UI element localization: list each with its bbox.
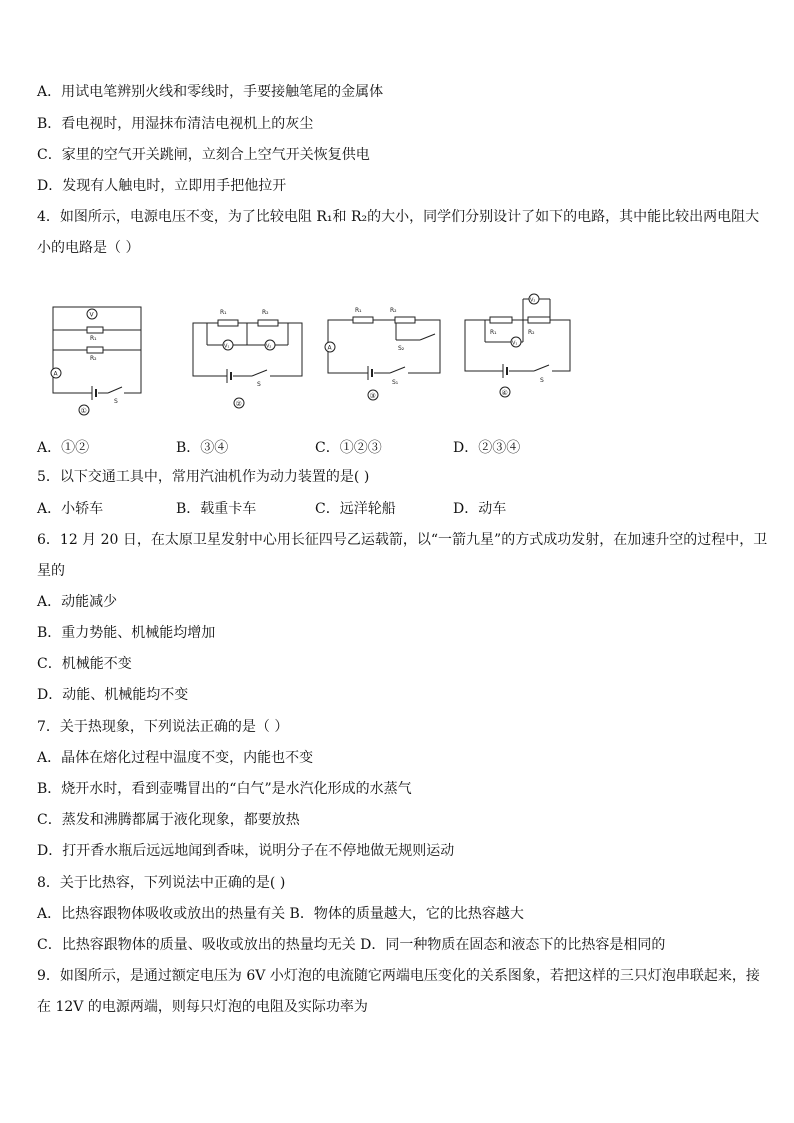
figure-number-1: ① (80, 407, 87, 415)
q6-stem-line2: 星的 (37, 563, 65, 579)
q4-option-d: D．②③④ (453, 440, 521, 456)
circuit-3 (325, 317, 440, 400)
q6-stem-line1: 6．12 月 20 日，在太原卫星发射中心用长征四号乙运载箭，以“一箭九星”的方式成功发射，在加速升空的过程中，卫 (37, 532, 768, 548)
q5-option-c: C．远洋轮船 (315, 501, 396, 517)
q4-option-b: B．③④ (176, 440, 229, 456)
q7-option-a: A．晶体在熔化过程中温度不变，内能也不变 (37, 750, 314, 766)
voltmeter-label: V (89, 311, 94, 319)
q5-options (37, 498, 737, 518)
q8-stem: 8．关于比热容，下列说法中正确的是( ) (37, 875, 286, 891)
q4-options (37, 437, 737, 457)
r2-label: R₂ (528, 329, 535, 336)
q6-option-d: D．动能、机械能均不变 (37, 687, 189, 703)
figure-number-4: ④ (501, 389, 508, 397)
q7-option-d: D．打开香水瓶后远远地闻到香味，说明分子在不停地做无规则运动 (37, 843, 455, 859)
q7-stem: 7．关于热现象，下列说法正确的是（ ） (37, 719, 289, 735)
q5-option-d: D．动车 (453, 501, 507, 517)
q5-option-b: B．载重卡车 (176, 501, 257, 517)
voltmeter2-label: V₂ (266, 343, 272, 350)
voltmeter1-label: V₁ (224, 343, 230, 350)
circuit-2 (193, 320, 302, 408)
q7-option-c: C．蒸发和沸腾都属于液化现象，都要放热 (37, 812, 300, 828)
circuit-1-labels (54, 312, 119, 416)
switch2-label: S₂ (398, 345, 405, 352)
q4-stem-line1: 4．如图所示，电源电压不变，为了比较电阻 R₁和 R₂的大小，同学们分别设计了如下的电路，其中能比较出两电阻大 (37, 209, 760, 225)
q5-stem: 5．以下交通工具中，常用汽油机作为动力装置的是( ) (37, 469, 370, 485)
q4-stem-line2: 小的电路是（ ） (37, 240, 140, 256)
r1-label: R₁ (355, 307, 362, 314)
q9-stem-line1: 9．如图所示，是通过额定电压为 6V 小灯泡的电流随它两端电压变化的关系图象，若把这样的三只灯泡串联起来，接 (37, 968, 760, 984)
q8-options-line2: C．比热容跟物体的质量、吸收或放出的热量均无关 D．同一种物质在固态和液态下的比热容是相同的 (37, 937, 666, 953)
q3-option-c: C．家里的空气开关跳闸，立刻合上空气开关恢复供电 (37, 147, 370, 163)
switch-label: S (257, 381, 261, 388)
circuit-4 (465, 294, 570, 397)
switch1-label: S₁ (392, 379, 399, 386)
q9-stem-line2: 在 12V 的电源两端，则每只灯泡的电阻及实际功率为 (37, 999, 368, 1015)
voltmeter1-label: V₁ (512, 340, 518, 347)
voltmeter2-label: V₂ (530, 297, 536, 304)
q3-option-d: D．发现有人触电时，立即用手把他拉开 (37, 178, 287, 194)
q4-option-c: C．①②③ (315, 440, 382, 456)
q5-option-a: A．小轿车 (37, 501, 104, 517)
r1-label: R₁ (490, 329, 497, 336)
q6-option-b: B．重力势能、机械能均增加 (37, 625, 216, 641)
ammeter-label: A (53, 370, 58, 378)
r2-label: R₂ (262, 309, 269, 316)
q4-option-a: A．①② (37, 440, 90, 456)
q3-option-a: A．用试电笔辨别火线和零线时，手要接触笔尾的金属体 (37, 84, 384, 100)
q6-option-a: A．动能减少 (37, 594, 118, 610)
figure-number-2: ② (235, 400, 242, 408)
ammeter-label: A (327, 344, 332, 352)
r1-label: R₁ (220, 309, 227, 316)
figure-number-3: ③ (369, 392, 376, 400)
q7-option-b: B．烧开水时，看到壶嘴冒出的“白气”是水汽化形成的水蒸气 (37, 781, 412, 797)
switch-label: S (114, 398, 118, 405)
switch-label: S (540, 377, 544, 384)
q8-options-line1: A．比热容跟物体吸收或放出的热量有关 B．物体的质量越大，它的比热容越大 (37, 906, 524, 922)
r2-label: R₂ (390, 307, 397, 314)
q6-option-c: C．机械能不变 (37, 656, 132, 672)
q4-circuit-figure (40, 292, 585, 427)
r1-label: R₁ (90, 335, 97, 342)
q3-option-b: B．看电视时，用湿抹布清洁电视机上的灰尘 (37, 116, 314, 132)
r2-label: R₂ (90, 355, 97, 362)
